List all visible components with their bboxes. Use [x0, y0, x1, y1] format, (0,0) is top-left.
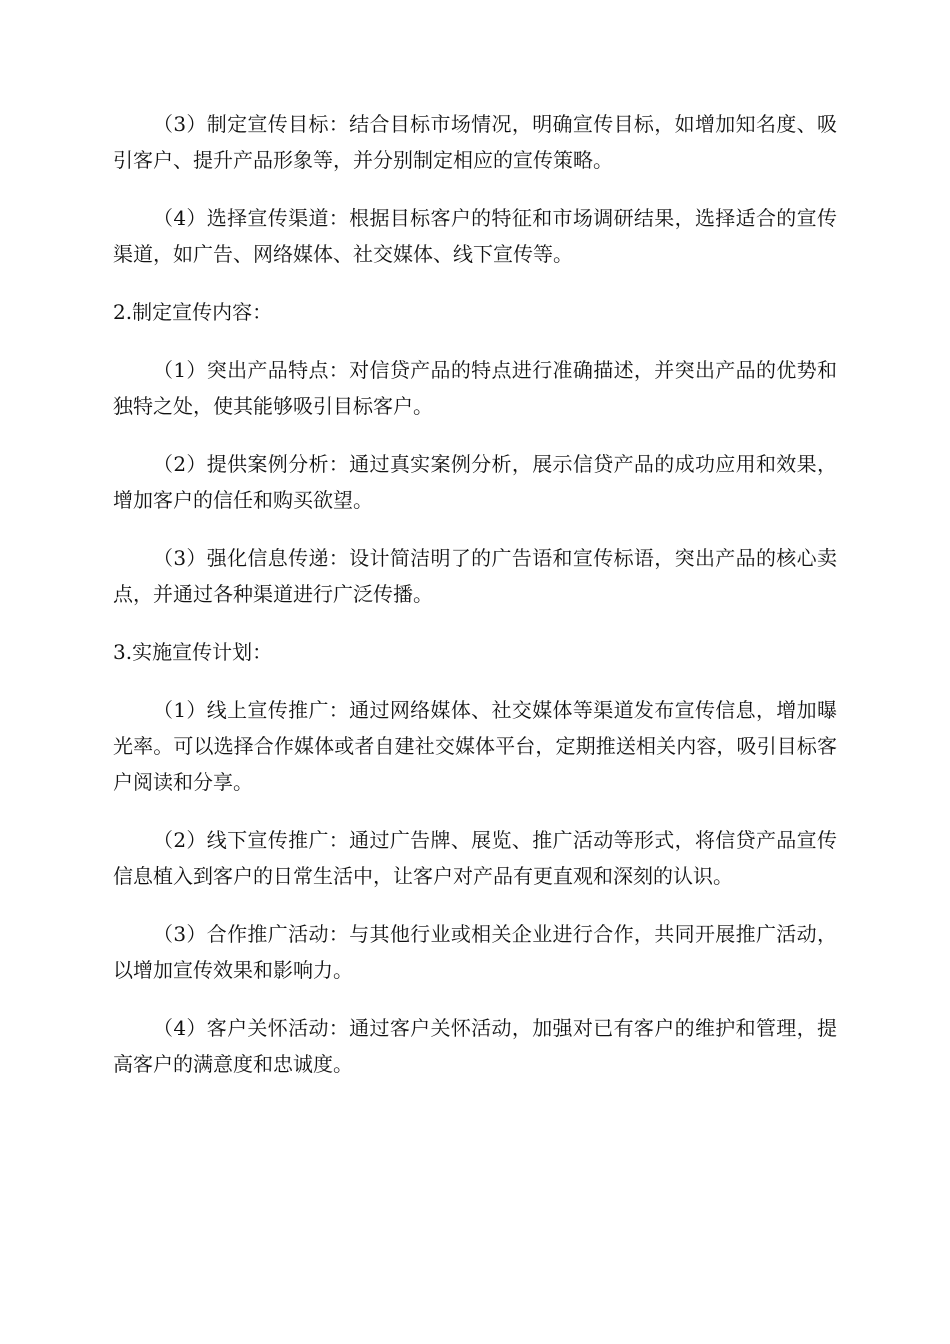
paragraph-info-delivery: （3）强化信息传递：设计简洁明了的广告语和宣传标语，突出产品的核心卖点，并通过各种渠道进行广泛传播。: [113, 546, 837, 606]
paragraph-online-promotion: （1）线上宣传推广：通过网络媒体、社交媒体等渠道发布宣传信息，增加曝光率。可以选择合作媒体或者自建社交媒体平台，定期推送相关内容，吸引目标客户阅读和分享。: [113, 698, 837, 794]
paragraph-select-channels: （4）选择宣传渠道：根据目标客户的特征和市场调研结果，选择适合的宣传渠道，如广告、网络媒体、社交媒体、线下宣传等。: [113, 206, 837, 266]
paragraph-case-analysis: （2）提供案例分析：通过真实案例分析，展示信贷产品的成功应用和效果，增加客户的信任和购买欲望。: [113, 452, 837, 512]
paragraph-offline-promotion: （2）线下宣传推广：通过广告牌、展览、推广活动等形式，将信贷产品宣传信息植入到客户的日常生活中，让客户对产品有更直观和深刻的认识。: [113, 828, 837, 888]
paragraph-highlight-features: （1）突出产品特点：对信贷产品的特点进行准确描述，并突出产品的优势和独特之处，使其能够吸引目标客户。: [113, 358, 837, 418]
paragraph-cooperation: （3）合作推广活动：与其他行业或相关企业进行合作，共同开展推广活动，以增加宣传效果和影响力。: [113, 922, 837, 982]
paragraph-set-goals: （3）制定宣传目标：结合目标市场情况，明确宣传目标，如增加知名度、吸引客户、提升产品形象等，并分别制定相应的宣传策略。: [113, 112, 837, 172]
paragraph-customer-care: （4）客户关怀活动：通过客户关怀活动，加强对已有客户的维护和管理，提高客户的满意度和忠诚度。: [113, 1016, 837, 1076]
section-heading-content: 2.制定宣传内容：: [113, 300, 273, 324]
section-heading-implement: 3.实施宣传计划：: [113, 640, 273, 664]
